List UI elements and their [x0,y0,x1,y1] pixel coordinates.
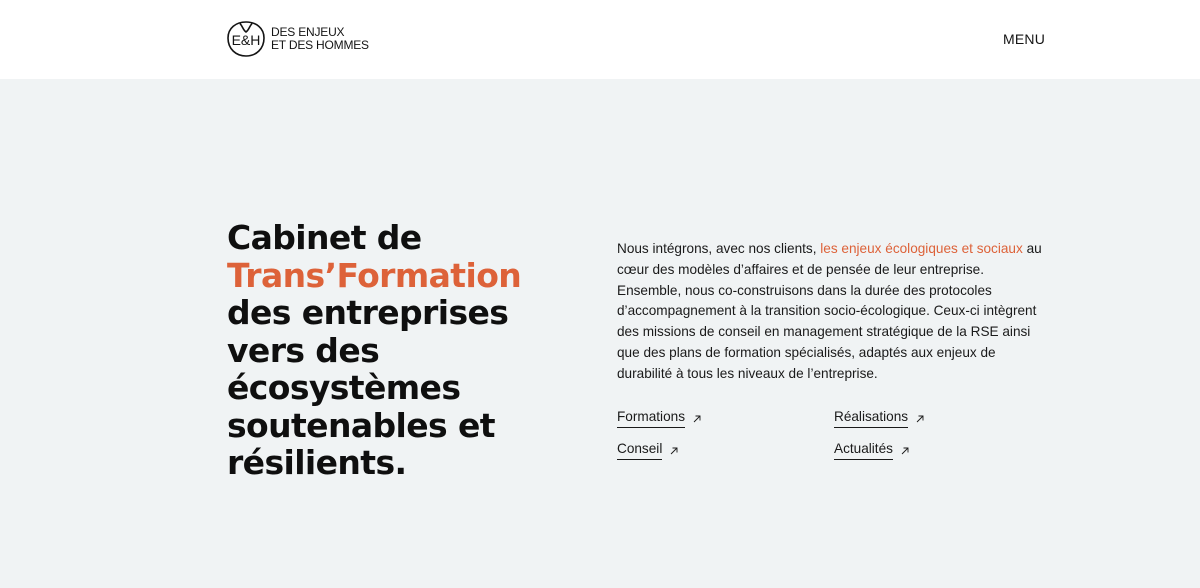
enjeux-link[interactable]: les enjeux écologiques et sociaux [820,241,1023,256]
eh-monogram-icon [226,20,266,58]
logo-monogram: E&H [231,32,261,48]
conseil-link-label: Conseil [617,441,662,460]
headline-line-1: Cabinet de [227,218,422,257]
headline-line-6: soutenables et [227,405,495,445]
logo-line-2: ET DES HOMMES [271,38,369,52]
conseil-link[interactable] [617,441,678,460]
realisations-link-label: Réalisations [834,409,908,428]
arrow-up-right-icon [901,447,909,455]
hero-headline [227,219,557,482]
intro-text-start: Nous intégrons, avec nos clients, [617,241,821,256]
menu-button[interactable]: MENU [1003,31,1046,47]
headline-accent: Trans’Formation [227,255,522,295]
arrow-up-right-icon [916,415,924,423]
actualites-link-label: Actualités [834,441,893,460]
headline-line-4: vers des [227,330,380,370]
arrow-up-right-icon [693,415,701,423]
headline-line-7: résilients. [227,443,407,482]
realisations-link[interactable] [834,409,924,428]
hero-section [0,79,1200,588]
logo-wordmark [271,26,369,52]
formations-link[interactable] [617,409,701,428]
headline-line-5: écosystèmes [227,368,461,407]
intro-paragraph [617,239,1047,385]
headline-line-3: des entreprises [227,293,509,332]
intro-text-end: au cœur des modèles d’affaires et de pensée de leur entreprise. Ensemble, nous co-construisons dans la durée des protocoles d’accompagnement à la transition socio-écologique. Ceux-ci intègrent des missions de conseil en management stratégique de la RSE ainsi que des plans de formation spécialisés, adaptés aux enjeux de durabilité à tous les niveaux de l’entreprise. [617,241,1042,381]
formations-link-label: Formations [617,409,685,428]
arrow-up-right-icon [670,447,678,455]
logo-line-1: DES ENJEUX [271,25,345,39]
site-header [0,0,1200,79]
actualites-link[interactable] [834,441,909,460]
logo-link[interactable] [226,20,369,58]
